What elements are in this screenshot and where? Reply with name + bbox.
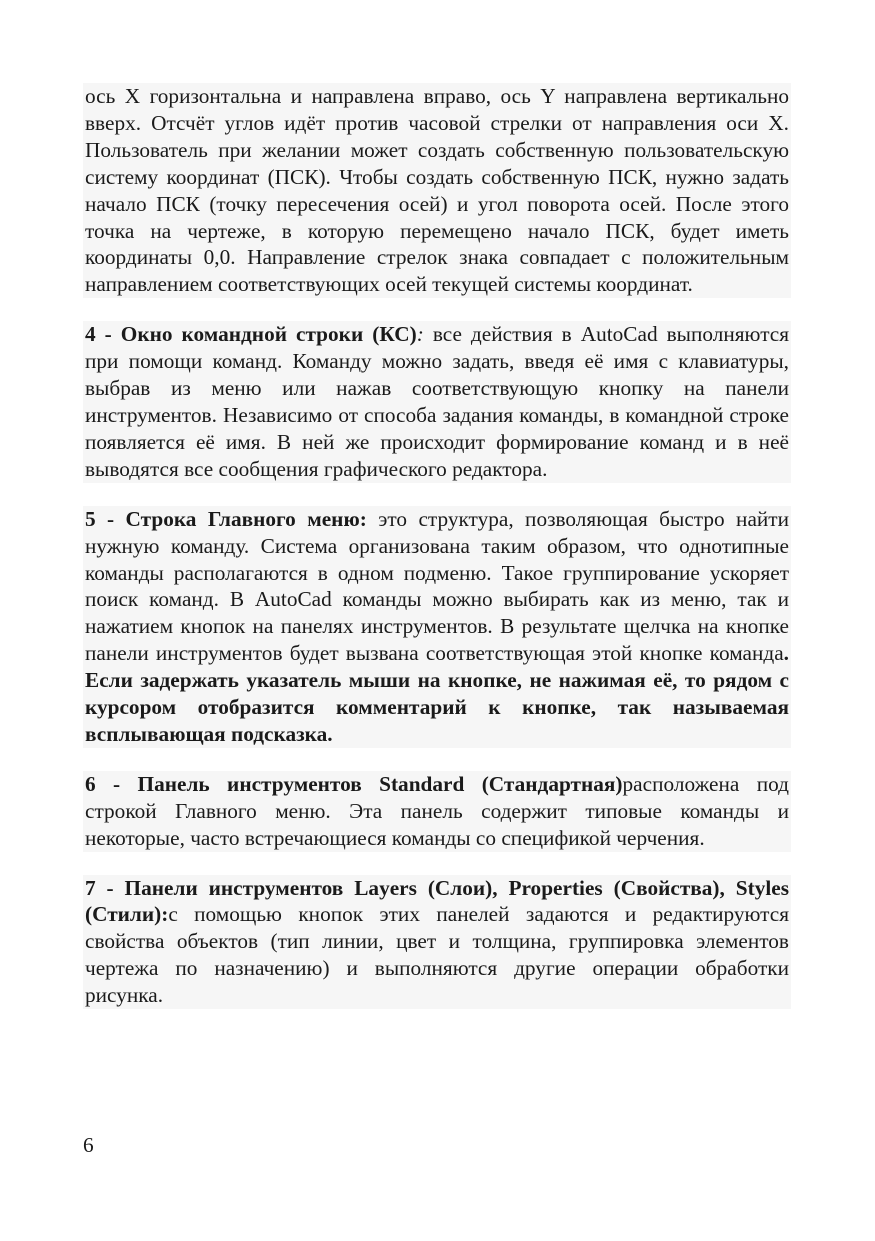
paragraph-text: все действия в AutoCad выполняются при помощи команд. Команду можно задать, введя её имя с клавиатуры, выбрав из меню или нажав соответствующую кнопку на панели инструментов. Независимо от способа задания команды, в командной строке появляется её имя. В ней же происходит формирование команд и в неё выводятся все сообщения графического редактора. [85, 322, 790, 481]
paragraph-gap [83, 852, 791, 875]
paragraph-command-line [83, 321, 791, 482]
paragraph-heading: 5 - Строка Главного меню: [85, 506, 367, 531]
paragraph-gap [83, 483, 791, 506]
paragraph-text: с помощью кнопок этих панелей задаются и редактируются свойства объектов (тип линии, цвет и толщина, группировка элементов чертежа по назначению) и выполняются другие операции обработки рисунка. [85, 902, 789, 1008]
paragraph-gap [83, 298, 791, 321]
document-page [83, 83, 791, 1009]
paragraph-layers-toolbar [83, 875, 791, 1010]
paragraph-bold-tail: . Если задержать указатель мыши на кнопке, не нажимая её, то рядом с курсором отобразится комментарий к кнопке, так называемая всплывающая подсказка. [85, 641, 789, 746]
paragraph-heading: 7 - Панели инструментов Layers (Слои), Properties (Свойства), Styles (Стили): [85, 875, 789, 927]
paragraph-gap [83, 748, 791, 771]
paragraph-text: расположена под строкой Главного меню. Эта панель содержит типовые команды и некоторые, часто встречающиеся команды со спецификой черчения. [85, 771, 789, 850]
paragraph-standard-toolbar [83, 771, 791, 852]
paragraph-text: это структура, позволяющая быстро найти нужную команду. Система организована таким образом, что однотипные команды располагаются в одном подменю. Такое группирование ускоряет поиск команд. В AutoCad команды можно выбирать как из меню, так и нажатием кнопок на панелях инструментов. В результате щелчка на кнопке панели инструментов будет вызвана соответствующая этой кнопке команда [85, 506, 789, 666]
paragraph-text: ось X горизонтальна и направлена вправо, ось Y направлена вертикально вверх. Отсчёт углов идёт против часовой стрелки от направления оси X. Пользователь при желании может создать собственную пользовательскую систему координат (ПСК). Чтобы создать собственную ПСК, нужно задать начало ПСК (точку пересечения осей) и угол поворота осей. После этого точка на чертеже, в которую перемещено начало ПСК, будет иметь координаты 0,0. Направление стрелок знака совпадает с положительным направлением соответствующих осей текущей системы координат. [85, 84, 789, 297]
paragraph-heading: 6 - Панель инструментов Standard (Стандартная) [85, 771, 623, 796]
page-number: 6 [83, 1133, 94, 1157]
paragraph-main-menu [83, 506, 791, 748]
paragraph-heading: 4 - Окно командной строки (КС) [85, 322, 417, 347]
heading-colon: : [416, 322, 424, 347]
paragraph-coordinate-system [83, 83, 791, 298]
